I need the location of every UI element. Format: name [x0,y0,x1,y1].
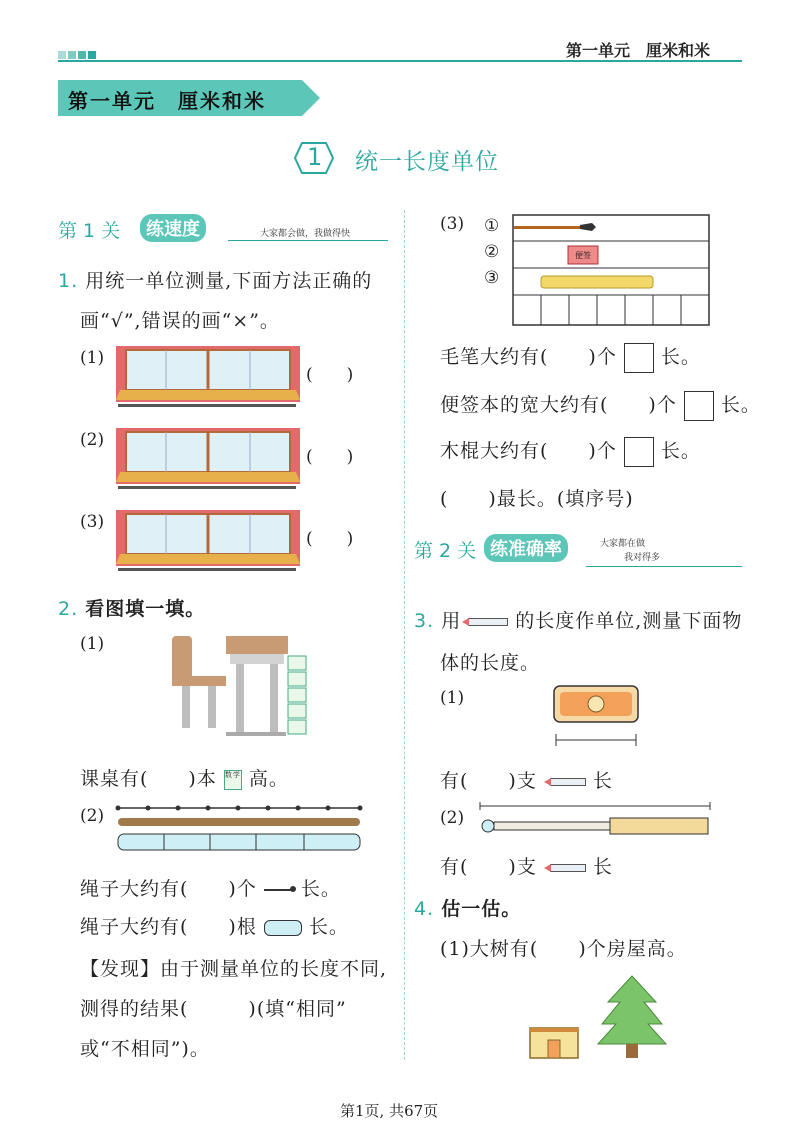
header-unit-title: 第一单元 厘米和米 [566,41,711,60]
rope-comparison-image [114,804,364,854]
q4-title-line [414,894,521,921]
stage1-slogan: 大家都会做，我做得快 [260,229,351,239]
stage2-bubble-char: 确 [526,539,544,560]
line1-suffix: 长。 [660,346,701,368]
pencil-case-image [552,684,642,746]
q4-part1: (1)大树有( )个房屋高。 [440,938,687,960]
q2-rope-line2-suffix: 长。 [308,916,349,938]
stage1-bubble-char: 练 [146,219,164,240]
q2-discovery-line3: 或“不相同”)。 [80,1038,210,1060]
column-divider [404,210,405,1060]
q2-desk-line [80,764,289,791]
q3-part2-answer [440,852,613,879]
stage2-bubble-char: 率 [544,539,562,560]
window-image [116,346,300,410]
q2-discovery-line2: 测得的结果( )(填“相同” [80,998,347,1020]
pencil-icon [550,864,586,872]
answer-prefix: 有( )支 [440,770,537,792]
lesson-number-badge [294,141,334,175]
q3-line1 [414,606,742,633]
unit-banner [58,80,320,116]
answer-box[interactable] [684,391,714,421]
pencil-icon [468,618,508,626]
q1-item-answer-paren[interactable]: ( ) [306,529,354,549]
pencil-icon [550,778,586,786]
lesson-number: 1 [307,143,323,171]
banner-title: 第一单元 厘米和米 [68,89,266,113]
q2-rope-line1 [80,874,341,901]
line1-prefix: 毛笔大约有( )个 [440,346,617,368]
stage1-header [58,214,390,244]
q2-number: 2. [58,598,79,620]
note-pad-text: 便签 [575,251,591,260]
q3-part1-answer [440,766,613,793]
answer-box[interactable] [624,343,654,373]
q2-desk-suffix: 高。 [248,768,289,790]
segment-unit-icon [264,889,294,891]
stage2-slogan-1: 大家都在做 [600,539,646,549]
q4-number: 4. [414,898,435,920]
q4-title: 估一估。 [441,898,522,920]
q3-line1-prefix: 用 [441,610,462,632]
answer-suffix: 长 [592,856,613,878]
q3-number: 3. [414,610,435,632]
q2-rope-line2 [80,912,349,939]
stage2-slogan-2: 我对得多 [624,553,661,563]
stage2-bubble-char: 练 [490,539,508,560]
line2-prefix: 便签本的宽大约有( )个 [440,394,677,416]
q3-line1-suffix: 的长度作单位,测量下面物 [515,610,743,632]
row-label: ③ [484,268,500,288]
q1-part3-label: (3) [440,214,465,234]
answer-suffix: 长 [592,770,613,792]
house-tree-image [528,972,688,1062]
page-footer: 第1页, 共67页 [340,1102,439,1120]
q1-item-label: (2) [80,430,105,450]
stage2-header [414,534,744,568]
q2-desk-prefix: 课桌有( )本 [80,768,217,790]
q2-title: 看图填一填。 [85,598,206,620]
answer-prefix: 有( )支 [440,856,537,878]
q1-part3-line1 [440,342,701,373]
stage1-bubble [140,214,206,242]
window-image [116,510,300,574]
q1-part3-row-labels [484,216,499,294]
q1-text-line2: 画“√”,错误的画“×”。 [80,310,280,332]
q1-number: 1. [58,270,79,292]
q1-item-3 [80,510,380,576]
q3-part2-label: (2) [440,808,465,828]
q1-item-answer-paren[interactable]: ( ) [306,365,354,385]
stick-image [478,802,712,838]
stage1-bubble-char: 速 [164,219,182,240]
q1-item-label: (1) [80,348,105,368]
window-image [116,428,300,492]
q1-item-answer-paren[interactable]: ( ) [306,447,354,467]
q2-part1-label: (1) [80,634,105,654]
q2-rope-line2-prefix: 绳子大约有( )根 [80,916,257,938]
q1-text-line1: 用统一单位测量,下面方法正确的 [85,270,373,292]
row-label: ① [484,216,500,236]
q1-part3-line2 [440,390,761,421]
answer-box[interactable] [624,437,654,467]
q1-item-1 [80,346,380,412]
tube-unit-icon [264,920,302,936]
q2-title-line [58,594,205,621]
q3-line2: 体的长度。 [440,652,541,674]
row-label: ② [484,242,500,262]
header-rule [58,60,742,62]
stage2-bubble-char: 准 [508,539,526,560]
stage2-bubble [484,534,568,562]
q3-part1-label: (1) [440,688,465,708]
q2-part2-label: (2) [80,806,105,826]
q1-item-2 [80,428,380,494]
line2-suffix: 长。 [720,394,761,416]
stage2-label: 第 2 关 [414,540,477,562]
textbook-stack [288,656,306,734]
q1-part3-line4: ( )最长。(填序号) [440,488,634,510]
q2-rope-line1-suffix: 长。 [300,878,341,900]
q1-part3-line3 [440,436,701,467]
q1-item-label: (3) [80,512,105,532]
line3-suffix: 长。 [660,440,701,462]
lesson-title: 统一长度单位 [355,149,499,175]
book-icon: 数学 [224,770,242,790]
stick-item [541,276,653,288]
stage1-bubble-char: 度 [182,219,200,240]
line3-prefix: 木棍大约有( )个 [440,440,617,462]
q2-discovery-line1: 【发现】由于测量单位的长度不同, [80,958,388,980]
q2-rope-line1-prefix: 绳子大约有( )个 [80,878,257,900]
stage1-label: 第 1 关 [58,220,121,242]
measurement-grid [512,214,710,326]
desk-chair-image [168,632,308,742]
q1-line1 [58,266,372,293]
